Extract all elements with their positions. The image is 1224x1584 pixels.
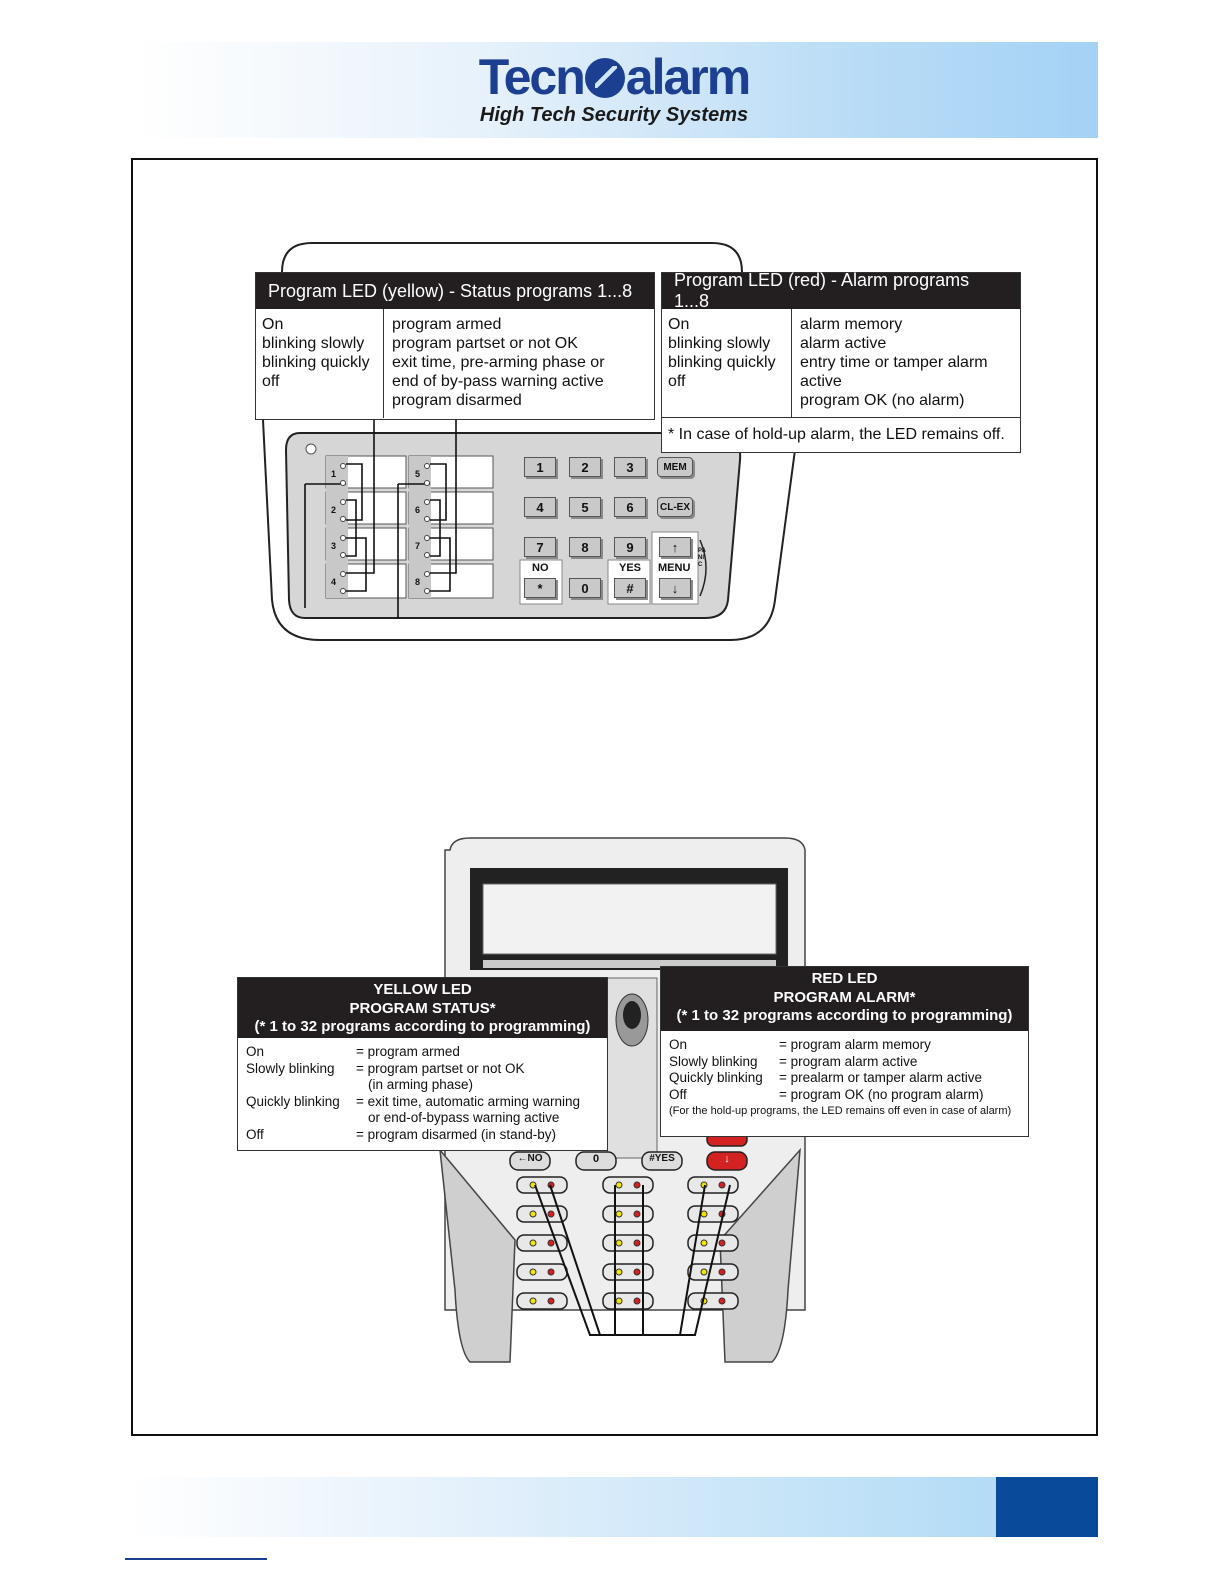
red-led-dot bbox=[548, 1240, 554, 1246]
yellow-led-dot bbox=[530, 1298, 536, 1304]
program-key bbox=[603, 1264, 653, 1280]
key-yes-label: YES bbox=[619, 562, 642, 574]
red-led-dot bbox=[548, 1269, 554, 1275]
key-cl-ex[interactable]: CL-EX bbox=[657, 497, 693, 517]
key-5[interactable]: 5 bbox=[569, 497, 601, 517]
program-key bbox=[517, 1235, 567, 1251]
top-red-states: On blinking slowly blinking quickly off bbox=[662, 309, 792, 417]
led-number-4: 4 bbox=[331, 577, 337, 587]
tagline: High Tech Security Systems bbox=[479, 104, 749, 126]
led-number-2: 2 bbox=[331, 505, 337, 515]
red-led-dot bbox=[634, 1269, 640, 1275]
key-4[interactable]: 4 bbox=[524, 497, 556, 517]
yellow-led-dot bbox=[616, 1240, 622, 1246]
key-0[interactable]: 0 bbox=[569, 578, 601, 598]
red-led-dot bbox=[719, 1182, 725, 1188]
red-led-dot bbox=[634, 1211, 640, 1217]
key-3[interactable]: 3 bbox=[614, 457, 646, 477]
key-down-arrow[interactable]: ↓ bbox=[659, 578, 691, 598]
program-key bbox=[603, 1206, 653, 1222]
key-no-label: NO bbox=[532, 562, 549, 574]
program-key bbox=[688, 1293, 738, 1309]
key-no-bottom[interactable]: ←NO bbox=[517, 1153, 543, 1164]
red-led-dot bbox=[719, 1269, 725, 1275]
yellow-led-dot bbox=[701, 1240, 707, 1246]
footer-band bbox=[130, 1477, 996, 1537]
key-star[interactable]: * bbox=[524, 578, 556, 598]
yellow-led-dot bbox=[701, 1269, 707, 1275]
key-up-arrow[interactable]: ↑ bbox=[659, 537, 691, 557]
program-key bbox=[517, 1177, 567, 1193]
tecnoalarm-logo: Tecn alarm bbox=[478, 49, 750, 105]
program-key bbox=[688, 1264, 738, 1280]
key-7[interactable]: 7 bbox=[524, 537, 556, 557]
top-yellow-table-title: Program LED (yellow) - Status programs 1...8 bbox=[256, 273, 654, 309]
top-red-meanings: alarm memory alarm active entry time or tamper alarm active program OK (no alarm) bbox=[800, 316, 988, 409]
key-0-bottom[interactable]: 0 bbox=[592, 1153, 600, 1165]
led-number-8: 8 bbox=[415, 577, 421, 587]
red-led-dot bbox=[719, 1240, 725, 1246]
led-number-1: 1 bbox=[331, 469, 337, 479]
red-led-dot bbox=[548, 1211, 554, 1217]
key-8[interactable]: 8 bbox=[569, 537, 601, 557]
bottom-red-table-title: RED LED PROGRAM ALARM* (* 1 to 32 programs according to programming) bbox=[661, 967, 1028, 1031]
bottom-yellow-rows: On = program armed Slowly blinking = program partset or not OK (in arming phase) Quickly blinking = exit time, automatic arming warning or end-of-bypass warning active Off = program disarmed (in stand-by) bbox=[246, 1044, 580, 1142]
yellow-led-dot bbox=[616, 1211, 622, 1217]
yellow-led-dot bbox=[701, 1211, 707, 1217]
program-key bbox=[603, 1235, 653, 1251]
yellow-led-dot bbox=[530, 1269, 536, 1275]
key-1[interactable]: 1 bbox=[524, 457, 556, 477]
key-2[interactable]: 2 bbox=[569, 457, 601, 477]
red-led-dot bbox=[634, 1182, 640, 1188]
bottom-red-led-table bbox=[660, 966, 1029, 1137]
footer-rule bbox=[125, 1558, 267, 1560]
led-number-5: 5 bbox=[415, 469, 421, 479]
red-led-dot bbox=[634, 1240, 640, 1246]
key-menu-label: MENU bbox=[658, 562, 691, 574]
bottom-yellow-led-table bbox=[237, 977, 608, 1151]
bottom-red-rows: On = program alarm memory Slowly blinking = program alarm active Quickly blinking = prealarm or tamper alarm active Off = program OK (no program alarm) (For the hold-up programs, the LED remains off even in case of alarm) bbox=[661, 1031, 1028, 1124]
top-yellow-states: On blinking slowly blinking quickly off bbox=[256, 309, 384, 418]
top-red-note: * In case of hold-up alarm, the LED remains off. bbox=[662, 417, 1020, 452]
key-mem[interactable]: MEM bbox=[657, 457, 693, 477]
red-led-dot bbox=[634, 1298, 640, 1304]
top-yellow-meanings: program armed program partset or not OK exit time, pre-arming phase or end of by-pass warning active program disarmed bbox=[392, 316, 605, 409]
red-led-dot bbox=[548, 1298, 554, 1304]
yellow-led-dot bbox=[616, 1298, 622, 1304]
program-key bbox=[603, 1177, 653, 1193]
red-led-dot bbox=[719, 1298, 725, 1304]
yellow-led-dot bbox=[530, 1240, 536, 1246]
bottom-red-note: (For the hold-up programs, the LED remains off even in case of alarm) bbox=[669, 1105, 1012, 1117]
program-key bbox=[517, 1264, 567, 1280]
program-key bbox=[517, 1293, 567, 1309]
yellow-led-dot bbox=[616, 1269, 622, 1275]
top-red-table-title: Program LED (red) - Alarm programs 1...8 bbox=[662, 273, 1020, 309]
bottom-yellow-table-title: YELLOW LED PROGRAM STATUS* (* 1 to 32 programs according to programming) bbox=[238, 978, 607, 1038]
key-9[interactable]: 9 bbox=[614, 537, 646, 557]
yellow-led-dot bbox=[530, 1211, 536, 1217]
led-number-7: 7 bbox=[415, 541, 421, 551]
key-yes-bottom[interactable]: #YES bbox=[649, 1153, 675, 1164]
program-key bbox=[688, 1177, 738, 1193]
led-number-6: 6 bbox=[415, 505, 421, 515]
program-key bbox=[603, 1293, 653, 1309]
yellow-led-dot bbox=[616, 1182, 622, 1188]
led-number-3: 3 bbox=[331, 541, 337, 551]
key-down-bottom-red[interactable]: ↓ bbox=[724, 1153, 730, 1165]
panic-label: PANIC bbox=[698, 548, 706, 568]
key-6[interactable]: 6 bbox=[614, 497, 646, 517]
program-key bbox=[688, 1206, 738, 1222]
footer-page-block bbox=[996, 1477, 1098, 1537]
key-hash[interactable]: # bbox=[614, 578, 646, 598]
